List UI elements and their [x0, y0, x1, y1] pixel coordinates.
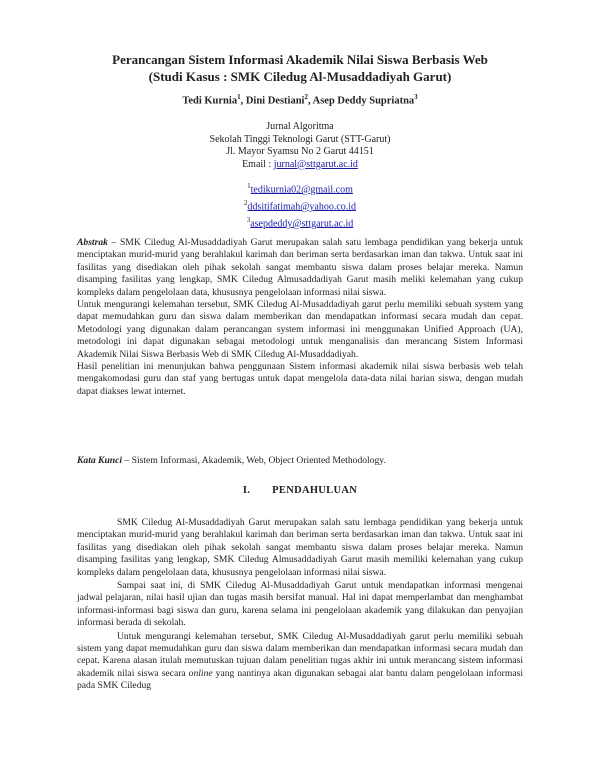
abstract: [77, 237, 523, 398]
abstract-label: Abstrak: [77, 237, 108, 248]
paper-title-line-1: Perancangan Sistem Informasi Akademik Nilai Siswa Berbasis Web: [112, 52, 488, 67]
author-sup: 1: [237, 93, 241, 101]
section-heading: [60, 485, 540, 496]
affiliation: [100, 121, 500, 171]
abstract-paragraph: Hasil penelitian ini menunjukan bahwa penggunaan Sistem informasi akademik nilai siswa berbasis web telah mengakomodasi guru dan staf yang bertugas untuk dapat mengelola data-data nilai harian siswa, dengan mudah dapat diakses lewat internet.: [77, 361, 523, 397]
abstract-paragraph: Untuk mengurangi kelemahan tersebut, SMK Ciledug Al-Musaddadiyah garut perlu memiliki sebuah system yang dapat memudahkan guru dan siswa dalam memberikan dan mendapatkan informasi secara mudah dan cepat. Metodologi yang digunakan dalam perancangan system informasi ini menggunakan Unified Approach (UA), metodologi ini dapat digunakan sebagai metodologi untuk menganalisis dan merancang Sistem Informasi Akademik Nilai Siswa Berbasis Web di SMK Ciledug Al-Musaddadiyah.: [77, 299, 523, 360]
author-list: [60, 93, 540, 107]
section-title: PENDAHULUAN: [272, 485, 358, 496]
author-emails: [150, 180, 450, 230]
affiliation-dept: Jurnal Algoritma: [266, 121, 334, 132]
author-sup: 3: [414, 93, 418, 101]
abstract-dash: –: [107, 237, 120, 248]
email-sup: 2: [243, 198, 248, 207]
author-email-line: [150, 197, 450, 214]
email-sup: 1: [247, 182, 251, 190]
author-email-line: [150, 214, 450, 231]
author-name: Asep Deddy Supriatna: [312, 95, 415, 107]
author-sep: ,: [240, 95, 246, 107]
keywords: [77, 455, 523, 467]
abstract-paragraph: [77, 237, 523, 299]
body-paragraph: Sampai saat ini, di SMK Ciledug Al-Musaddadiyah Garut untuk mendapatkan informasi mengenai jadwal pelajaran, nilai hasil ujian dan tugas masih bersifat manual. Hal ini dapat memperlambat dan menghambat informasi-informasi bagi siswa dan guru, karena selama ini pengelolaan akademik yang dilakukan dan penyajian informasi berada di sekolah.: [77, 580, 523, 629]
keywords-label: Kata Kunci: [77, 455, 123, 466]
email-label: Email :: [242, 158, 274, 170]
affiliation-school: Sekolah Tinggi Teknologi Garut (STT-Garut): [209, 133, 391, 145]
author-email-link[interactable]: ddsitifatimah@yahoo.co.id: [247, 201, 357, 213]
affiliation-email-line: [100, 159, 500, 172]
author-sep: ,: [307, 95, 313, 107]
section-body: [77, 517, 523, 694]
section-number: I.: [242, 485, 251, 496]
abstract-text: SMK Ciledug Al-Musaddadiyah Garut merupakan salah satu lembaga pendidikan yang bekerja untuk menciptakan murid-murid yang berahlakul karimah dan beriman serta berdasarkan iman dan takwa. Untuk saat ini fasilitas yang disediakan oleh pihak sekolah sangat membantu siswa dalam proses belajar mereka. Namun disamping fasilitas yang lengkap, SMK Ciledug Almusaddadiyah Garut masih meliki kelemahan yang cukup kompleks dalam pengelolaan data, khususnya pengelolaan informasi nilai siswa.: [77, 237, 523, 298]
body-text: Untuk mengurangi kelemahan tersebut, SMK Ciledug Al-Musaddadiyah garut perlu memiliki sebuah sistem yang dapat memudahkan guru dan siswa dalam memberikan dan mendapatkan informasi secara mudah dan cepat. Karena alasan itulah memutuskan tujuan dalam penelitian tugas akhir ini untuk merancang sistem informasi akademik nilai siswa secara: [77, 630, 523, 679]
keywords-text: – Sistem Informasi, Akademik, Web, Object Oriented Methodology.: [122, 455, 386, 466]
author-name: Dini Destiani: [245, 95, 305, 107]
body-italic-term: online: [188, 667, 213, 679]
author-sup: 2: [304, 93, 308, 101]
body-text: yang nantinya akan digunakan sebagai alat bantu dalam pengelolaan informasi pada SMK Ciledug: [77, 667, 523, 692]
email-sup: 3: [246, 215, 251, 224]
affiliation-address: Jl. Mayor Syamsu No 2 Garut 44151: [226, 146, 374, 157]
journal-email-link[interactable]: jurnal@sttgarut.ac.id: [273, 158, 358, 170]
author-email-line: [150, 180, 450, 197]
body-paragraph: SMK Ciledug Al-Musaddadiyah Garut merupakan salah satu lembaga pendidikan yang bekerja untuk menciptakan murid-murid yang berahlakul karimah dan beriman serta berdasarkan iman dan takwa. Untuk saat ini fasilitas yang disediakan oleh pihak sekolah sangat membantu siswa dalam proses belajar mereka. Namun disamping fasilitas yang lengkap, SMK Ciledug Almusaddadiyah Garut masih memiliki kelemahan yang cukup kompleks dalam pengelolaan data, khususnya pengelolaan informasi nilai siswa.: [77, 517, 523, 578]
author-email-link[interactable]: tedikurnia02@gmail.com: [250, 184, 353, 196]
body-paragraph: [77, 631, 523, 693]
author-email-link[interactable]: asepdeddy@sttgarut.ac.id: [250, 217, 354, 229]
paper-title-line-2: (Studi Kasus : SMK Ciledug Al-Musaddadiyah Garut): [148, 69, 452, 84]
author-name: Tedi Kurnia: [182, 95, 238, 107]
